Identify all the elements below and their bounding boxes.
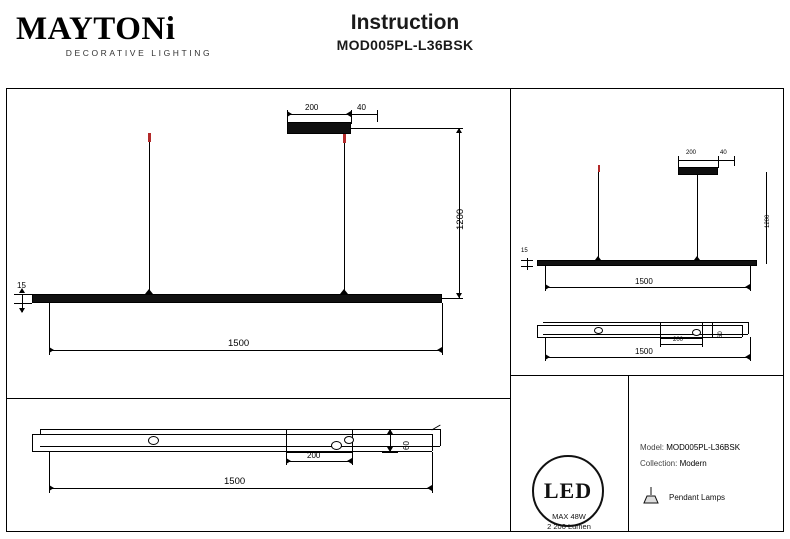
dim-ext-left-200-small-plan	[660, 338, 661, 347]
dim-line-1500-small	[545, 287, 750, 288]
plan-small-right-edge	[742, 325, 743, 337]
spec-row-collection	[640, 459, 740, 468]
dim-ext-top-15-small	[521, 260, 533, 261]
suspension-cable-left	[149, 142, 150, 294]
dim-label-200-plan: 200	[307, 451, 321, 460]
frame-left-divider	[6, 398, 511, 399]
dim-arrow-right-200-plan	[347, 458, 352, 464]
dim-line-1500-plan	[49, 488, 432, 489]
ceiling-plate	[287, 122, 351, 134]
plan-small-top-edge-offset	[543, 322, 748, 323]
plan-bar-top-edge-offset	[40, 429, 440, 430]
dim-ext-left-200-small	[678, 156, 679, 168]
category-row	[640, 487, 725, 507]
dim-ext-right-200-small-plan	[702, 338, 703, 347]
dim-label-40-small: 40	[720, 150, 727, 156]
dim-label-1500-small-plan: 1500	[635, 347, 653, 356]
led-label: LED	[543, 478, 593, 503]
dim-label-1500-plan: 1500	[224, 476, 246, 487]
plan-small-hole-left	[594, 327, 603, 334]
plan-bar-right-edge-offset	[440, 429, 441, 446]
dim-arrow-right-1500-small-plan	[745, 354, 750, 360]
plan-bar-left-edge	[32, 434, 33, 451]
led-lumen: 2 200 Lumen	[547, 522, 591, 531]
plan-bar-top-edge	[32, 434, 432, 435]
dim-arrow-left-1500-small	[545, 284, 550, 290]
frame-bottom-right-divider	[628, 375, 629, 532]
dim-line-40-small	[718, 160, 734, 161]
frame-right-divider	[510, 375, 784, 376]
dim-arrow-left-1500-small-plan	[545, 354, 550, 360]
dim-ext-bottom-1200	[442, 298, 463, 299]
dim-label-1500-front: 1500	[228, 338, 250, 349]
dim-label-40: 40	[357, 103, 366, 112]
cable-tip-left-small	[598, 165, 600, 172]
ceiling-plate-small	[678, 167, 718, 175]
frame-vertical-divider	[510, 88, 511, 532]
dim-ext-right-200-plan	[352, 452, 353, 465]
spec-list	[640, 443, 740, 475]
dim-ext-right-200	[351, 110, 352, 124]
dim-label-60: 60	[402, 441, 411, 450]
dim-arrow-down-60	[387, 447, 393, 452]
brand-tagline: DECORATIVE LIGHTING	[65, 48, 213, 58]
plan-hole-left	[148, 436, 159, 445]
dim-ext-top-1200	[351, 128, 463, 129]
dim-arrow-up-60	[387, 429, 393, 434]
spec-label-model: Model:	[640, 443, 665, 452]
cable-tip-right	[343, 134, 346, 143]
dim-ext-40-small	[734, 156, 735, 166]
dim-arrow-right-1500-plan	[427, 485, 432, 491]
dim-ext-right-1500-small-plan	[750, 337, 751, 361]
plan-hole-right-2	[344, 436, 354, 444]
plan-small-canopy-top	[660, 322, 702, 323]
dim-line-200-plate	[287, 114, 351, 115]
plan-small-hole-right	[692, 329, 701, 336]
dim-label-1200-small: 1200	[765, 214, 771, 228]
pendant-lamp-icon	[640, 487, 662, 507]
dim-arrow-left-1500-front	[49, 347, 54, 353]
spec-value-model: MOD005PL-L36BSK	[666, 443, 741, 452]
page-title: Instruction	[350, 11, 460, 34]
plan-small-right-edge-offset	[748, 322, 749, 334]
plan-hole-right	[331, 441, 342, 450]
suspension-cable-right	[344, 143, 345, 294]
dim-label-200-plate: 200	[305, 103, 319, 112]
dim-ext-right-1500-small	[750, 266, 751, 291]
dim-label-200-small: 200	[686, 150, 697, 156]
plan-bar-bottom-edge-offset	[40, 446, 440, 447]
dim-ext-right-1500-plan	[432, 452, 433, 493]
brand-logo	[16, 12, 256, 58]
suspension-cable-right-small	[697, 175, 698, 260]
dim-line-40	[351, 114, 377, 115]
dim-arrow-right-1500-small	[745, 284, 750, 290]
spec-label-collection: Collection:	[640, 459, 678, 468]
dim-label-15-small: 15	[521, 248, 528, 254]
dim-line-60-small	[712, 322, 713, 338]
led-power: MAX 48W	[552, 512, 586, 521]
led-spec-block	[510, 512, 628, 532]
dim-ext-right-200-small	[718, 156, 719, 168]
dim-arrow-left-200	[287, 111, 292, 117]
dim-ext-40	[377, 110, 378, 122]
brand-name: MAYTONi	[16, 11, 176, 47]
spec-value-collection: Modern	[679, 459, 707, 468]
category-label: Pendant Lamps	[669, 492, 726, 502]
dim-line-200-small-plan	[660, 344, 702, 345]
document-title-block	[280, 10, 530, 53]
dim-label-1500-small: 1500	[635, 277, 653, 286]
dim-arrow-down-15	[19, 308, 25, 313]
plan-small-left-edge	[537, 325, 538, 337]
plan-bar-bottom-edge	[32, 451, 432, 452]
dim-arrow-right-1500-front	[437, 347, 442, 353]
dim-ext-bottom-15	[14, 303, 32, 304]
luminaire-body-front	[32, 294, 442, 303]
dim-line-200-small	[678, 160, 718, 161]
plan-small-canopy-right	[702, 322, 703, 338]
plan-bar-left-edge-offset	[40, 429, 41, 435]
dim-ext-bottom-15-small	[521, 266, 533, 267]
dim-arrow-left-1500-plan	[49, 485, 54, 491]
plan-bar-right-edge	[432, 434, 433, 451]
dim-label-60-small: 60	[718, 331, 724, 338]
cable-tip-left	[148, 133, 151, 142]
spec-row-model	[640, 443, 740, 452]
dim-label-15: 15	[17, 281, 26, 290]
dim-ext-top-15	[14, 294, 32, 295]
dim-label-1200: 1200	[455, 208, 466, 230]
plan-small-canopy-left	[660, 322, 661, 338]
dim-ext-bottom-60	[382, 452, 398, 453]
dim-line-1500-small-plan	[545, 357, 750, 358]
suspension-cable-left-small	[598, 172, 599, 260]
dim-label-200-small-plan: 200	[673, 337, 684, 343]
dim-arrow-left-200-plan	[286, 458, 291, 464]
dim-line-200-plan	[286, 461, 352, 462]
dim-line-1500-front	[49, 350, 442, 351]
dim-ext-right-1500-front	[442, 303, 443, 355]
plan-canopy-top	[286, 429, 352, 430]
plan-canopy-left	[286, 429, 287, 452]
model-code: MOD005PL-L36BSK	[336, 37, 474, 53]
luminaire-body-small	[537, 260, 757, 266]
